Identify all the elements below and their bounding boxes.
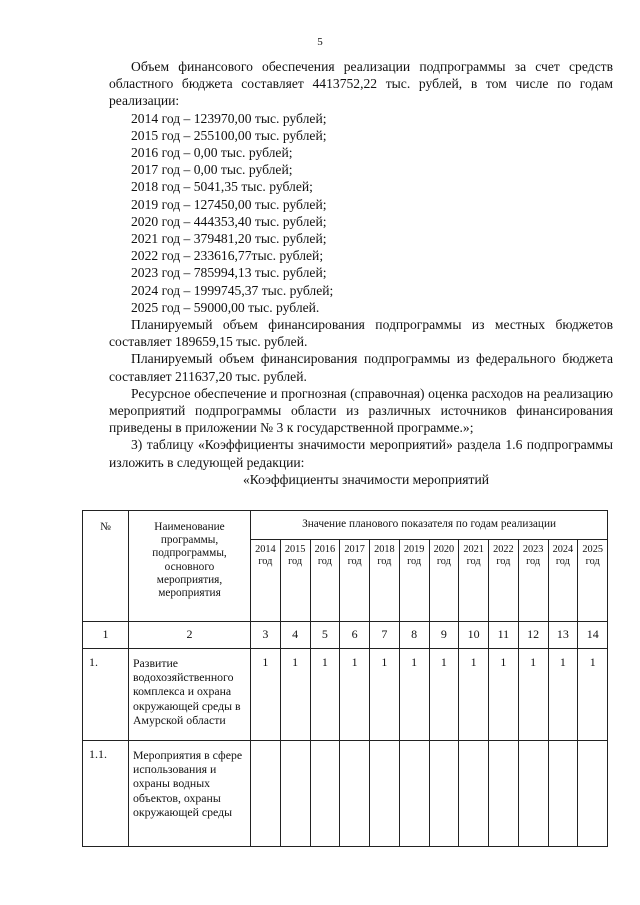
header-year-suffix: год <box>258 556 273 567</box>
index-cell: 12 <box>518 622 548 649</box>
row-value <box>548 741 578 847</box>
year-funding-item: 2014 год – 123970,00 тыс. рублей; <box>131 110 327 126</box>
year-funding-item: 2018 год – 5041,35 тыс. рублей; <box>131 179 313 195</box>
table-index-row <box>83 622 608 649</box>
index-cell: 9 <box>429 622 459 649</box>
header-year <box>578 540 608 622</box>
index-cell: 1 <box>83 622 129 649</box>
year-funding-list <box>109 110 613 316</box>
row-value <box>370 741 400 847</box>
row-value: 1 <box>310 649 340 741</box>
header-year <box>251 540 281 622</box>
row-value: 1 <box>578 649 608 741</box>
header-year-value: 2019 <box>403 544 425 555</box>
row-value <box>280 741 310 847</box>
row-value <box>459 741 489 847</box>
header-year-suffix: год <box>407 556 422 567</box>
index-cell: 7 <box>370 622 400 649</box>
row-value <box>578 741 608 847</box>
row-value: 1 <box>370 649 400 741</box>
header-year-suffix: год <box>436 556 451 567</box>
header-year-value: 2018 <box>374 544 395 555</box>
row-value: 1 <box>429 649 459 741</box>
index-cell: 8 <box>399 622 429 649</box>
header-year-suffix: год <box>585 556 600 567</box>
row-name: Развитие водохозяйственного комплекса и охрана окружающей среды в Амурской области <box>129 649 251 741</box>
header-year-value: 2014 <box>255 544 276 555</box>
coefficients-table-wrapper <box>82 510 607 847</box>
header-number: № <box>83 511 129 622</box>
header-year-value: 2016 <box>314 544 336 555</box>
index-cell: 13 <box>548 622 578 649</box>
index-cell: 11 <box>489 622 519 649</box>
year-funding-item: 2015 год – 255100,00 тыс. рублей; <box>131 127 327 143</box>
row-value: 1 <box>399 649 429 741</box>
header-year <box>280 540 310 622</box>
header-year-suffix: год <box>288 556 303 567</box>
year-funding-item: 2024 год – 1999745,37 тыс. рублей; <box>131 282 334 298</box>
index-cell: 2 <box>129 622 251 649</box>
header-year-value: 2015 <box>284 544 306 555</box>
row-value: 1 <box>489 649 519 741</box>
table-row <box>83 649 608 741</box>
row-value: 1 <box>280 649 310 741</box>
year-funding-item: 2016 год – 0,00 тыс. рублей; <box>131 145 293 161</box>
paragraph-federal-budget: Планируемый объем финансирования подпрограммы из федерального бюджета составляет 211637,20 тыс. рублей. <box>109 351 613 384</box>
row-value: 1 <box>459 649 489 741</box>
index-cell: 10 <box>459 622 489 649</box>
row-value <box>399 741 429 847</box>
header-year <box>459 540 489 622</box>
row-value <box>429 741 459 847</box>
year-funding-item: 2023 год – 785994,13 тыс. рублей; <box>131 265 327 281</box>
index-cell: 6 <box>340 622 370 649</box>
table-header-row <box>83 511 608 540</box>
header-name: Наименование программы, подпрограммы, основного мероприятия, мероприятия <box>129 511 251 622</box>
header-year <box>429 540 459 622</box>
paragraph-local-budgets: Планируемый объем финансирования подпрограммы из местных бюджетов составляет 189659,15 тыс. рублей. <box>109 317 613 350</box>
year-funding-item: 2017 год – 0,00 тыс. рублей; <box>131 162 293 178</box>
header-year-value: 2024 <box>552 544 574 555</box>
row-number: 1.1. <box>83 741 129 847</box>
header-year <box>399 540 429 622</box>
index-cell: 14 <box>578 622 608 649</box>
header-year-value: 2025 <box>582 544 603 555</box>
header-year <box>548 540 578 622</box>
table-caption: «Коэффициенты значимости мероприятий <box>243 471 489 487</box>
paragraph-table-amendment: 3) таблицу «Коэффициенты значимости мероприятий» раздела 1.6 подпрограммы изложить в следующей редакции: <box>109 437 613 470</box>
coefficients-table <box>82 510 608 847</box>
row-number: 1. <box>83 649 129 741</box>
index-cell: 4 <box>280 622 310 649</box>
row-value: 1 <box>548 649 578 741</box>
paragraph-regional-budget: Объем финансового обеспечения реализации подпрограммы за счет средств областного бюджета составляет 4413752,22 тыс. рублей, в том числе по годам реализации: <box>109 59 613 109</box>
header-year <box>489 540 519 622</box>
row-value <box>518 741 548 847</box>
header-year-value: 2022 <box>493 544 514 555</box>
row-name: Мероприятия в сфере использования и охраны водных объектов, охраны окружающей среды <box>129 741 251 847</box>
header-year-value: 2017 <box>344 544 365 555</box>
row-value <box>489 741 519 847</box>
header-year <box>518 540 548 622</box>
index-cell: 5 <box>310 622 340 649</box>
header-year <box>310 540 340 622</box>
header-year-suffix: год <box>466 556 481 567</box>
row-value <box>340 741 370 847</box>
header-year-suffix: год <box>317 556 332 567</box>
row-value <box>310 741 340 847</box>
index-cell: 3 <box>251 622 281 649</box>
year-funding-item: 2020 год – 444353,40 тыс. рублей; <box>131 213 327 229</box>
page-number: 5 <box>317 36 323 48</box>
header-year <box>370 540 400 622</box>
header-year <box>340 540 370 622</box>
year-funding-item: 2019 год – 127450,00 тыс. рублей; <box>131 196 327 212</box>
header-year-suffix: год <box>555 556 570 567</box>
header-year-suffix: год <box>526 556 541 567</box>
row-value: 1 <box>340 649 370 741</box>
table-row <box>83 741 608 847</box>
header-year-suffix: год <box>347 556 362 567</box>
row-value: 1 <box>251 649 281 741</box>
row-value <box>251 741 281 847</box>
year-funding-item: 2022 год – 233616,77тыс. рублей; <box>131 248 324 264</box>
paragraph-resource-support: Ресурсное обеспечение и прогнозная (справочная) оценка расходов на реализацию мероприятий подпрограммы области из различных источников финансирования приведены в приложении № 3 к государственной программе.»; <box>109 385 613 436</box>
header-year-value: 2023 <box>522 544 544 555</box>
header-year-value: 2021 <box>463 544 484 555</box>
year-funding-item: 2021 год – 379481,20 тыс. рублей; <box>131 231 327 247</box>
header-plan-values: Значение планового показателя по годам реализации <box>251 511 608 540</box>
year-funding-item: 2025 год – 59000,00 тыс. рублей. <box>131 299 320 315</box>
header-year-value: 2020 <box>433 544 455 555</box>
row-value: 1 <box>518 649 548 741</box>
header-year-suffix: год <box>496 556 511 567</box>
document-body <box>109 58 613 488</box>
header-year-suffix: год <box>377 556 392 567</box>
